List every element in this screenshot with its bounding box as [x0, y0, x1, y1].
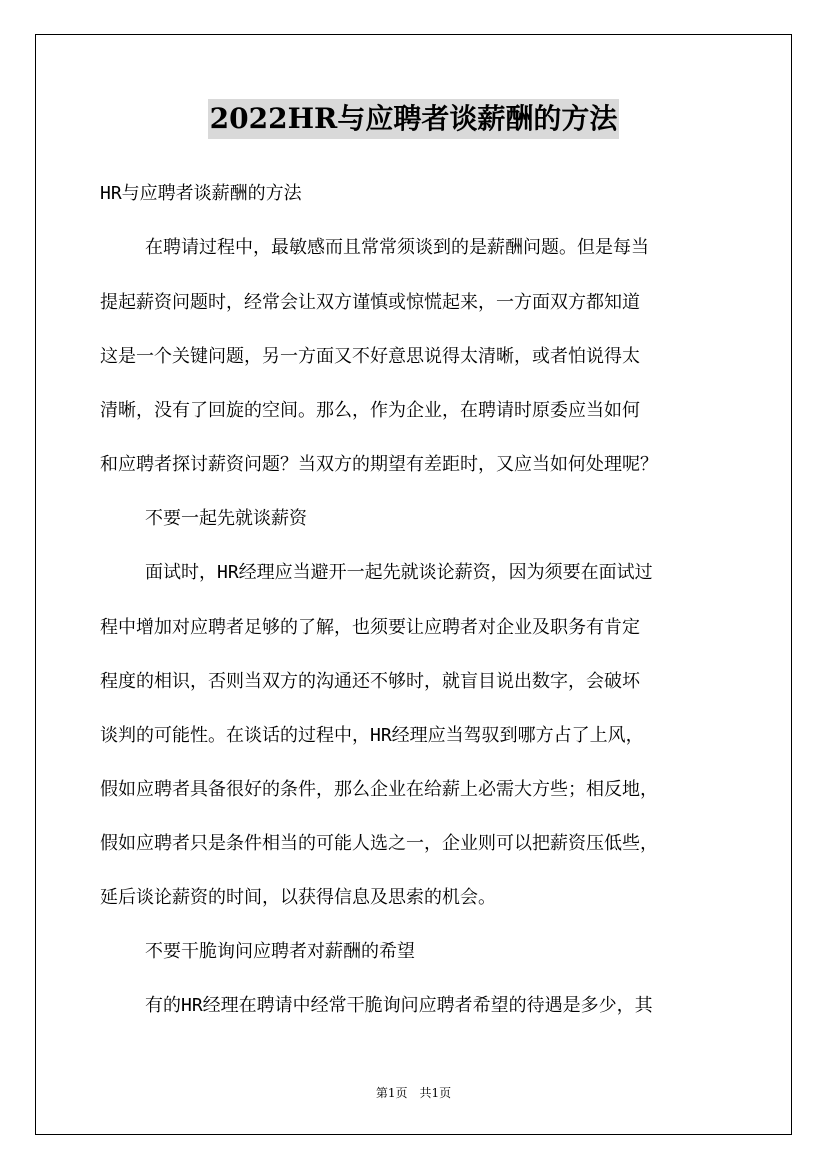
paragraph-line: 假如应聘者只是条件相当的可能人选之一，企业则可以把薪资压低些， [100, 833, 658, 854]
paragraph-line: 假如应聘者具备很好的条件，那么企业在给薪上必需大方些；相反地， [100, 779, 658, 800]
paragraph-line: 谈判的可能性。在谈话的过程中，HR经理应当驾驭到哪方占了上风， [100, 725, 644, 746]
page-footer: 第1页 共1页 [375, 1086, 452, 1100]
section-heading: 不要干脆询问应聘者对薪酬的希望 [145, 941, 415, 962]
paragraph-line: 延后谈论薪资的时间，以获得信息及思索的机会。 [100, 887, 496, 908]
paragraph-line: 程中增加对应聘者足够的了解，也须要让应聘者对企业及职务有肯定 [100, 617, 640, 638]
subtitle-line: HR与应聘者谈薪酬的方法 [100, 183, 302, 204]
paragraph-line: 和应聘者探讨薪资问题？当双方的期望有差距时，又应当如何处理呢？ [100, 454, 658, 475]
paragraph-line: 清晰，没有了回旋的空间。那么，作为企业，在聘请时原委应当如何 [100, 400, 640, 421]
paragraph-line: 程度的相识，否则当双方的沟通还不够时，就盲目说出数字，会破坏 [100, 671, 640, 692]
paragraph-line: 这是一个关键问题，另一方面又不好意思说得太清晰，或者怕说得太 [100, 346, 640, 367]
paragraph-line: 面试时，HR经理应当避开一起先就谈论薪资，因为须要在面试过 [145, 562, 653, 583]
title-container [0, 99, 827, 139]
paragraph-line: 有的HR经理在聘请中经常干脆询问应聘者希望的待遇是多少，其 [145, 995, 653, 1016]
paragraph-line: 提起薪资问题时，经常会让双方谨慎或惊慌起来，一方面双方都知道 [100, 292, 640, 313]
document-title: 2022HR与应聘者谈薪酬的方法 [208, 99, 620, 139]
paragraph-line: 在聘请过程中，最敏感而且常常须谈到的是薪酬问题。但是每当 [145, 237, 649, 258]
section-heading: 不要一起先就谈薪资 [145, 508, 307, 529]
